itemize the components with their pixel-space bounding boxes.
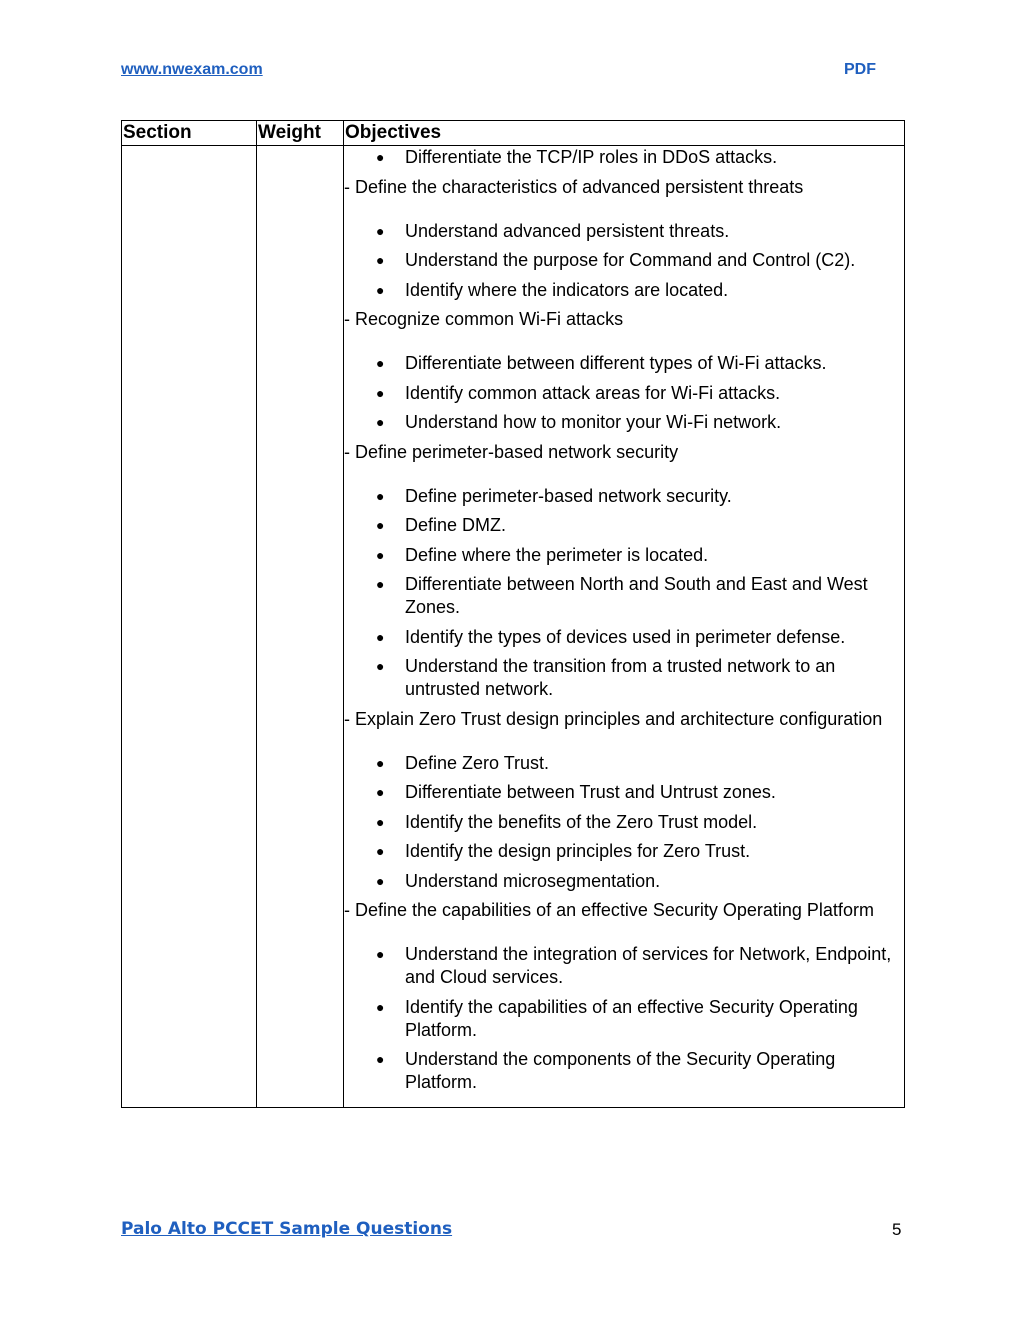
list-item-text: Identify the capabilities of an effective Security Operating Platform.	[405, 996, 858, 1040]
list-item-text: Understand microsegmentation.	[405, 870, 661, 891]
bullet-dot-icon: ●	[376, 487, 385, 504]
list-item	[344, 573, 904, 619]
list-item-text: Identify where the indicators are located.	[405, 279, 729, 300]
objective-bullet-list	[344, 943, 904, 1094]
column-header-section: Section	[122, 121, 257, 146]
page-number: 5	[892, 1220, 902, 1239]
objective-group	[344, 308, 904, 434]
bullet-dot-icon: ●	[376, 222, 385, 239]
list-item-text: Differentiate between North and South and East and West Zones.	[405, 574, 868, 617]
list-item	[344, 514, 904, 537]
objective-heading: - Define the characteristics of advanced persistent threats	[344, 176, 804, 197]
list-item	[344, 249, 904, 272]
objective-heading: - Define the capabilities of an effective Security Operating Platform	[344, 900, 874, 920]
list-item	[344, 943, 904, 989]
bullet-dot-icon: ●	[376, 252, 385, 268]
list-item	[344, 279, 904, 302]
table-row	[122, 146, 905, 1108]
list-item-text: Define perimeter-based network security.	[405, 485, 732, 506]
section-cell	[122, 146, 257, 1108]
bullet-dot-icon: ●	[376, 658, 385, 674]
list-item	[344, 996, 904, 1042]
pdf-label: PDF	[844, 61, 876, 78]
list-item-text: Understand how to monitor your Wi-Fi network.	[405, 412, 782, 432]
bullet-dot-icon: ●	[376, 1051, 385, 1067]
list-item	[344, 870, 904, 893]
objective-bullet-list	[344, 352, 904, 434]
list-item	[344, 485, 904, 508]
objective-heading: - Recognize common Wi-Fi attacks	[344, 309, 624, 329]
list-item	[344, 411, 904, 434]
bullet-dot-icon: ●	[376, 872, 385, 889]
table-header-row	[122, 121, 905, 146]
bullet-dot-icon: ●	[376, 998, 385, 1015]
site-link[interactable]: www.nwexam.com	[121, 61, 263, 78]
bullet-dot-icon: ●	[376, 754, 385, 771]
list-item	[344, 752, 904, 775]
bullet-dot-icon: ●	[376, 281, 385, 298]
bullet-dot-icon: ●	[376, 414, 385, 430]
footer-title-link[interactable]: Palo Alto PCCET Sample Questions	[121, 1219, 453, 1239]
objective-group	[344, 176, 904, 302]
list-item	[344, 352, 904, 375]
list-item-text: Understand the purpose for Command and Control (C2).	[405, 250, 856, 270]
objective-group	[344, 441, 904, 702]
list-item-text: Define Zero Trust.	[405, 752, 550, 773]
column-header-objectives: Objectives	[344, 121, 905, 146]
objective-heading: - Define perimeter-based network security	[344, 441, 679, 462]
list-item	[344, 220, 904, 243]
list-item-text: Understand the transition from a trusted network to an untrusted network.	[405, 656, 836, 699]
list-item-text: Identify the types of devices used in perimeter defense.	[405, 626, 846, 647]
objective-heading: - Explain Zero Trust design principles and architecture configuration	[344, 708, 883, 729]
objective-bullet-list	[344, 752, 904, 893]
objective-bullet-list	[344, 485, 904, 702]
list-item-text: Identify the benefits of the Zero Trust model.	[405, 811, 758, 832]
objective-groups	[344, 176, 904, 1095]
list-item-text: Define where the perimeter is located.	[405, 544, 709, 565]
bullet-dot-icon: ●	[376, 576, 385, 592]
intro-bullet-list	[344, 146, 904, 169]
list-item-text: Understand advanced persistent threats.	[405, 220, 730, 241]
bullet-dot-icon: ●	[376, 628, 385, 645]
list-item	[344, 382, 904, 405]
bullet-dot-icon: ●	[376, 843, 385, 859]
objectives-table	[121, 120, 905, 1108]
list-item-text: Differentiate the TCP/IP roles in DDoS attacks.	[405, 147, 778, 167]
list-item-text: Identify common attack areas for Wi-Fi attacks.	[405, 382, 781, 403]
bullet-dot-icon: ●	[376, 355, 385, 371]
objectives-cell	[344, 146, 905, 1108]
list-item	[344, 544, 904, 567]
list-item-text: Understand the components of the Security Operating Platform.	[405, 1049, 836, 1092]
list-item	[344, 655, 904, 701]
list-item-text: Define DMZ.	[405, 515, 507, 535]
list-item	[344, 626, 904, 649]
bullet-dot-icon: ●	[376, 149, 385, 165]
bullet-dot-icon: ●	[376, 946, 385, 962]
objective-group	[344, 899, 904, 1094]
weight-cell	[257, 146, 344, 1108]
list-item-text: Differentiate between different types of Wi-Fi attacks.	[405, 353, 827, 373]
list-item	[344, 811, 904, 834]
list-item	[344, 146, 904, 169]
list-item-text: Understand the integration of services for Network, Endpoint, and Cloud services.	[405, 944, 892, 987]
bullet-dot-icon: ●	[376, 384, 385, 401]
bullet-dot-icon: ●	[376, 813, 385, 830]
objective-bullet-list	[344, 220, 904, 302]
bullet-dot-icon: ●	[376, 546, 385, 563]
list-item	[344, 781, 904, 804]
objective-group	[344, 708, 904, 893]
list-item	[344, 840, 904, 863]
list-item-text: Identify the design principles for Zero Trust.	[405, 841, 751, 861]
list-item	[344, 1048, 904, 1094]
column-header-weight: Weight	[257, 121, 344, 146]
bullet-dot-icon: ●	[376, 784, 385, 800]
list-item-text: Differentiate between Trust and Untrust zones.	[405, 782, 776, 802]
bullet-dot-icon: ●	[376, 517, 385, 533]
